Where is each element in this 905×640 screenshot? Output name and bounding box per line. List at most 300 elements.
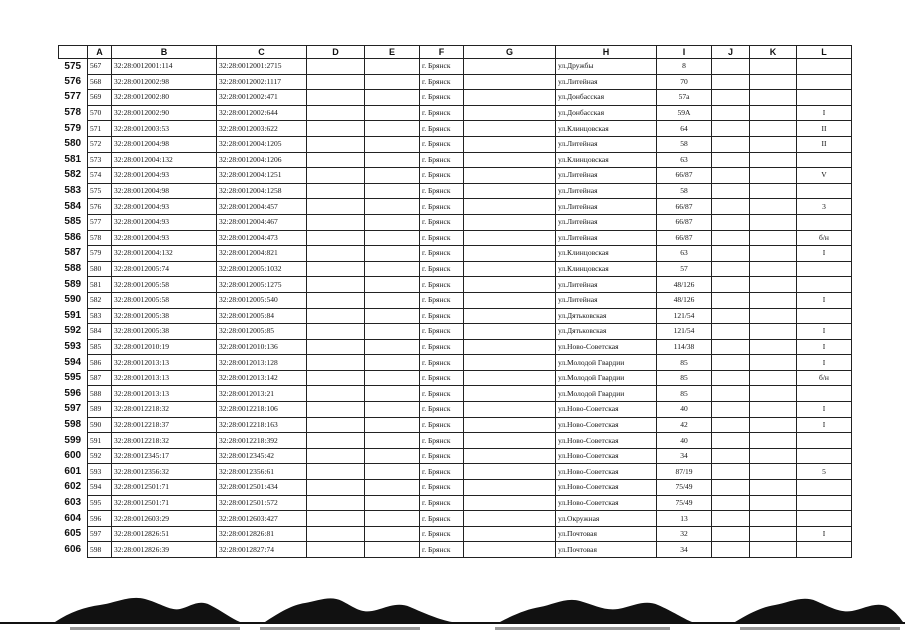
col-i-cell: 48/126 xyxy=(657,292,712,308)
col-g-cell xyxy=(464,292,556,308)
col-c-cell: 32:28:0012005:84 xyxy=(217,308,307,324)
row-number: 590 xyxy=(59,292,88,308)
row-number: 586 xyxy=(59,230,88,246)
col-c-cell: 32:28:0012218:163 xyxy=(217,417,307,433)
col-b-cell: 32:28:0012356:32 xyxy=(112,464,217,480)
col-l-cell: I xyxy=(797,339,852,355)
col-k-cell xyxy=(750,292,797,308)
col-e-cell xyxy=(365,464,420,480)
row-number: 593 xyxy=(59,339,88,355)
col-l-cell: I xyxy=(797,355,852,371)
col-d-cell xyxy=(307,59,365,75)
col-f-cell: г. Брянск xyxy=(420,339,464,355)
col-l-cell: II xyxy=(797,136,852,152)
col-a-cell: 574 xyxy=(88,168,112,184)
col-l-cell xyxy=(797,448,852,464)
col-l-cell: б/н xyxy=(797,230,852,246)
col-f-cell: г. Брянск xyxy=(420,355,464,371)
col-a-cell: 573 xyxy=(88,152,112,168)
row-number: 576 xyxy=(59,74,88,90)
column-header-h: H xyxy=(556,46,657,59)
row-number: 589 xyxy=(59,277,88,293)
col-d-cell xyxy=(307,480,365,496)
col-l-cell xyxy=(797,308,852,324)
col-e-cell xyxy=(365,448,420,464)
column-header-b: B xyxy=(112,46,217,59)
col-f-cell: г. Брянск xyxy=(420,74,464,90)
col-j-cell xyxy=(712,339,750,355)
col-i-cell: 63 xyxy=(657,246,712,262)
col-h-cell: ул.Литейная xyxy=(556,214,657,230)
column-header-g: G xyxy=(464,46,556,59)
col-h-cell: ул.Ново-Советская xyxy=(556,495,657,511)
col-i-cell: 75/49 xyxy=(657,480,712,496)
row-number: 591 xyxy=(59,308,88,324)
col-e-cell xyxy=(365,480,420,496)
col-b-cell: 32:28:0012004:98 xyxy=(112,183,217,199)
col-c-cell: 32:28:0012826:81 xyxy=(217,526,307,542)
col-k-cell xyxy=(750,464,797,480)
col-b-cell: 32:28:0012005:38 xyxy=(112,324,217,340)
col-k-cell xyxy=(750,152,797,168)
col-k-cell xyxy=(750,370,797,386)
col-l-cell xyxy=(797,495,852,511)
col-h-cell: ул.Литейная xyxy=(556,74,657,90)
table-row xyxy=(59,74,852,90)
col-b-cell: 32:28:0012004:93 xyxy=(112,199,217,215)
col-d-cell xyxy=(307,90,365,106)
table-row xyxy=(59,136,852,152)
col-d-cell xyxy=(307,526,365,542)
col-k-cell xyxy=(750,90,797,106)
col-h-cell: ул.Литейная xyxy=(556,230,657,246)
col-a-cell: 576 xyxy=(88,199,112,215)
col-k-cell xyxy=(750,433,797,449)
col-f-cell: г. Брянск xyxy=(420,152,464,168)
col-g-cell xyxy=(464,277,556,293)
col-h-cell: ул.Ново-Советская xyxy=(556,402,657,418)
col-e-cell xyxy=(365,105,420,121)
col-f-cell: г. Брянск xyxy=(420,59,464,75)
row-number: 600 xyxy=(59,448,88,464)
col-c-cell: 32:28:0012603:427 xyxy=(217,511,307,527)
col-c-cell: 32:28:0012002:1117 xyxy=(217,74,307,90)
table-row xyxy=(59,90,852,106)
col-g-cell xyxy=(464,324,556,340)
col-d-cell xyxy=(307,168,365,184)
col-k-cell xyxy=(750,277,797,293)
row-number: 597 xyxy=(59,402,88,418)
col-h-cell: ул.Почтовая xyxy=(556,542,657,558)
col-j-cell xyxy=(712,526,750,542)
col-j-cell xyxy=(712,370,750,386)
col-d-cell xyxy=(307,417,365,433)
col-c-cell: 32:28:0012345:42 xyxy=(217,448,307,464)
col-d-cell xyxy=(307,136,365,152)
col-b-cell: 32:28:0012218:32 xyxy=(112,402,217,418)
col-h-cell: ул.Дружбы xyxy=(556,59,657,75)
column-header-f: F xyxy=(420,46,464,59)
col-g-cell xyxy=(464,74,556,90)
col-a-cell: 595 xyxy=(88,495,112,511)
col-f-cell: г. Брянск xyxy=(420,480,464,496)
col-d-cell xyxy=(307,402,365,418)
col-j-cell xyxy=(712,230,750,246)
row-number: 603 xyxy=(59,495,88,511)
col-c-cell: 32:28:0012005:540 xyxy=(217,292,307,308)
col-f-cell: г. Брянск xyxy=(420,386,464,402)
col-d-cell xyxy=(307,277,365,293)
col-f-cell: г. Брянск xyxy=(420,214,464,230)
column-header-e: E xyxy=(365,46,420,59)
col-h-cell: ул.Донбасская xyxy=(556,90,657,106)
col-d-cell xyxy=(307,292,365,308)
col-c-cell: 32:28:0012004:457 xyxy=(217,199,307,215)
row-number: 601 xyxy=(59,464,88,480)
col-l-cell: I xyxy=(797,246,852,262)
col-h-cell: ул.Окружная xyxy=(556,511,657,527)
col-g-cell xyxy=(464,542,556,558)
col-h-cell: ул.Литейная xyxy=(556,168,657,184)
col-e-cell xyxy=(365,261,420,277)
row-number: 585 xyxy=(59,214,88,230)
col-c-cell: 32:28:0012013:142 xyxy=(217,370,307,386)
col-k-cell xyxy=(750,261,797,277)
col-f-cell: г. Брянск xyxy=(420,495,464,511)
col-b-cell: 32:28:0012005:58 xyxy=(112,292,217,308)
col-b-cell: 32:28:0012826:51 xyxy=(112,526,217,542)
col-c-cell: 32:28:0012005:1275 xyxy=(217,277,307,293)
col-i-cell: 121/54 xyxy=(657,308,712,324)
col-j-cell xyxy=(712,199,750,215)
col-f-cell: г. Брянск xyxy=(420,308,464,324)
col-k-cell xyxy=(750,386,797,402)
col-e-cell xyxy=(365,526,420,542)
col-f-cell: г. Брянск xyxy=(420,183,464,199)
row-number: 595 xyxy=(59,370,88,386)
col-g-cell xyxy=(464,246,556,262)
col-j-cell xyxy=(712,59,750,75)
col-e-cell xyxy=(365,230,420,246)
col-a-cell: 598 xyxy=(88,542,112,558)
col-f-cell: г. Брянск xyxy=(420,511,464,527)
column-header-d: D xyxy=(307,46,365,59)
col-a-cell: 568 xyxy=(88,74,112,90)
col-i-cell: 66/87 xyxy=(657,230,712,246)
col-d-cell xyxy=(307,355,365,371)
table-row xyxy=(59,417,852,433)
row-number: 581 xyxy=(59,152,88,168)
col-d-cell xyxy=(307,433,365,449)
col-d-cell xyxy=(307,74,365,90)
col-f-cell: г. Брянск xyxy=(420,136,464,152)
col-k-cell xyxy=(750,59,797,75)
col-e-cell xyxy=(365,308,420,324)
col-k-cell xyxy=(750,246,797,262)
col-b-cell: 32:28:0012004:132 xyxy=(112,246,217,262)
col-e-cell xyxy=(365,74,420,90)
row-number: 584 xyxy=(59,199,88,215)
col-c-cell: 32:28:0012013:128 xyxy=(217,355,307,371)
col-j-cell xyxy=(712,495,750,511)
col-j-cell xyxy=(712,433,750,449)
col-g-cell xyxy=(464,59,556,75)
col-c-cell: 32:28:0012004:1206 xyxy=(217,152,307,168)
col-b-cell: 32:28:0012501:71 xyxy=(112,480,217,496)
col-h-cell: ул.Клинцовская xyxy=(556,152,657,168)
col-g-cell xyxy=(464,355,556,371)
col-d-cell xyxy=(307,542,365,558)
col-h-cell: ул.Донбасская xyxy=(556,105,657,121)
col-j-cell xyxy=(712,402,750,418)
col-g-cell xyxy=(464,433,556,449)
col-e-cell xyxy=(365,121,420,137)
col-l-cell xyxy=(797,542,852,558)
col-h-cell: ул.Литейная xyxy=(556,183,657,199)
col-e-cell xyxy=(365,183,420,199)
col-d-cell xyxy=(307,183,365,199)
col-l-cell: I xyxy=(797,105,852,121)
col-j-cell xyxy=(712,261,750,277)
column-header-j: J xyxy=(712,46,750,59)
col-f-cell: г. Брянск xyxy=(420,402,464,418)
col-l-cell xyxy=(797,277,852,293)
col-a-cell: 591 xyxy=(88,433,112,449)
col-h-cell: ул.Ново-Советская xyxy=(556,417,657,433)
col-g-cell xyxy=(464,261,556,277)
col-i-cell: 48/126 xyxy=(657,277,712,293)
col-g-cell xyxy=(464,402,556,418)
col-d-cell xyxy=(307,308,365,324)
col-k-cell xyxy=(750,324,797,340)
col-l-cell xyxy=(797,480,852,496)
col-k-cell xyxy=(750,480,797,496)
col-j-cell xyxy=(712,355,750,371)
col-f-cell: г. Брянск xyxy=(420,526,464,542)
table-row xyxy=(59,511,852,527)
col-d-cell xyxy=(307,324,365,340)
col-g-cell xyxy=(464,90,556,106)
col-e-cell xyxy=(365,495,420,511)
col-c-cell: 32:28:0012003:622 xyxy=(217,121,307,137)
col-j-cell xyxy=(712,168,750,184)
col-g-cell xyxy=(464,214,556,230)
col-c-cell: 32:28:0012004:1251 xyxy=(217,168,307,184)
col-f-cell: г. Брянск xyxy=(420,448,464,464)
col-a-cell: 597 xyxy=(88,526,112,542)
row-number: 605 xyxy=(59,526,88,542)
col-b-cell: 32:28:0012345:17 xyxy=(112,448,217,464)
col-c-cell: 32:28:0012010:136 xyxy=(217,339,307,355)
col-a-cell: 592 xyxy=(88,448,112,464)
col-g-cell xyxy=(464,526,556,542)
table-row xyxy=(59,59,852,75)
col-f-cell: г. Брянск xyxy=(420,324,464,340)
col-a-cell: 596 xyxy=(88,511,112,527)
col-h-cell: ул.Ново-Советская xyxy=(556,480,657,496)
col-d-cell xyxy=(307,230,365,246)
col-e-cell xyxy=(365,168,420,184)
col-a-cell: 588 xyxy=(88,386,112,402)
table-row xyxy=(59,526,852,542)
col-f-cell: г. Брянск xyxy=(420,370,464,386)
col-l-cell xyxy=(797,183,852,199)
col-j-cell xyxy=(712,105,750,121)
col-j-cell xyxy=(712,464,750,480)
col-a-cell: 572 xyxy=(88,136,112,152)
col-b-cell: 32:28:0012218:37 xyxy=(112,417,217,433)
col-j-cell xyxy=(712,292,750,308)
col-i-cell: 40 xyxy=(657,433,712,449)
col-i-cell: 114/38 xyxy=(657,339,712,355)
col-b-cell: 32:28:0012002:90 xyxy=(112,105,217,121)
col-e-cell xyxy=(365,277,420,293)
col-e-cell xyxy=(365,402,420,418)
col-j-cell xyxy=(712,308,750,324)
col-l-cell xyxy=(797,511,852,527)
col-k-cell xyxy=(750,495,797,511)
col-h-cell: ул.Литейная xyxy=(556,136,657,152)
table-row xyxy=(59,152,852,168)
col-k-cell xyxy=(750,308,797,324)
col-d-cell xyxy=(307,261,365,277)
row-number: 582 xyxy=(59,168,88,184)
row-number: 579 xyxy=(59,121,88,137)
col-f-cell: г. Брянск xyxy=(420,464,464,480)
column-header-l: L xyxy=(797,46,852,59)
col-g-cell xyxy=(464,230,556,246)
col-c-cell: 32:28:0012004:467 xyxy=(217,214,307,230)
row-number: 599 xyxy=(59,433,88,449)
col-b-cell: 32:28:0012501:71 xyxy=(112,495,217,511)
col-a-cell: 582 xyxy=(88,292,112,308)
table-row xyxy=(59,386,852,402)
col-d-cell xyxy=(307,246,365,262)
col-l-cell: I xyxy=(797,417,852,433)
col-h-cell: ул.Ново-Советская xyxy=(556,464,657,480)
col-h-cell: ул.Молодой Гвардии xyxy=(556,355,657,371)
col-l-cell: 3 xyxy=(797,199,852,215)
table-row xyxy=(59,480,852,496)
col-b-cell: 32:28:0012826:39 xyxy=(112,542,217,558)
col-f-cell: г. Брянск xyxy=(420,277,464,293)
col-b-cell: 32:28:0012001:114 xyxy=(112,59,217,75)
table-row xyxy=(59,402,852,418)
row-number: 578 xyxy=(59,105,88,121)
col-k-cell xyxy=(750,339,797,355)
col-a-cell: 579 xyxy=(88,246,112,262)
col-g-cell xyxy=(464,105,556,121)
table-row xyxy=(59,277,852,293)
col-i-cell: 42 xyxy=(657,417,712,433)
col-k-cell xyxy=(750,526,797,542)
col-j-cell xyxy=(712,448,750,464)
col-f-cell: г. Брянск xyxy=(420,542,464,558)
column-header-c: C xyxy=(217,46,307,59)
col-k-cell xyxy=(750,74,797,90)
col-j-cell xyxy=(712,152,750,168)
row-number: 580 xyxy=(59,136,88,152)
col-l-cell xyxy=(797,59,852,75)
col-a-cell: 586 xyxy=(88,355,112,371)
col-c-cell: 32:28:0012218:392 xyxy=(217,433,307,449)
col-g-cell xyxy=(464,495,556,511)
col-c-cell: 32:28:0012004:1258 xyxy=(217,183,307,199)
col-h-cell: ул.Ново-Советская xyxy=(556,448,657,464)
col-b-cell: 32:28:0012013:13 xyxy=(112,386,217,402)
col-k-cell xyxy=(750,214,797,230)
col-e-cell xyxy=(365,292,420,308)
col-j-cell xyxy=(712,90,750,106)
col-g-cell xyxy=(464,199,556,215)
col-e-cell xyxy=(365,136,420,152)
col-j-cell xyxy=(712,277,750,293)
col-c-cell: 32:28:0012004:473 xyxy=(217,230,307,246)
col-a-cell: 580 xyxy=(88,261,112,277)
col-d-cell xyxy=(307,105,365,121)
table-row xyxy=(59,168,852,184)
table-row xyxy=(59,261,852,277)
col-c-cell: 32:28:0012005:85 xyxy=(217,324,307,340)
col-j-cell xyxy=(712,480,750,496)
col-b-cell: 32:28:0012005:58 xyxy=(112,277,217,293)
col-f-cell: г. Брянск xyxy=(420,292,464,308)
col-i-cell: 34 xyxy=(657,542,712,558)
col-e-cell xyxy=(365,370,420,386)
table-row xyxy=(59,542,852,558)
col-a-cell: 589 xyxy=(88,402,112,418)
row-number: 606 xyxy=(59,542,88,558)
col-a-cell: 577 xyxy=(88,214,112,230)
row-number: 602 xyxy=(59,480,88,496)
col-l-cell xyxy=(797,90,852,106)
col-b-cell: 32:28:0012002:98 xyxy=(112,74,217,90)
col-h-cell: ул.Ново-Советская xyxy=(556,339,657,355)
table-row xyxy=(59,355,852,371)
table-row xyxy=(59,183,852,199)
col-j-cell xyxy=(712,136,750,152)
col-i-cell: 75/49 xyxy=(657,495,712,511)
col-e-cell xyxy=(365,433,420,449)
col-j-cell xyxy=(712,74,750,90)
col-c-cell: 32:28:0012004:821 xyxy=(217,246,307,262)
col-j-cell xyxy=(712,386,750,402)
col-g-cell xyxy=(464,339,556,355)
row-number: 604 xyxy=(59,511,88,527)
col-e-cell xyxy=(365,246,420,262)
col-j-cell xyxy=(712,214,750,230)
col-k-cell xyxy=(750,542,797,558)
col-b-cell: 32:28:0012013:13 xyxy=(112,370,217,386)
col-h-cell: ул.Дятьковская xyxy=(556,308,657,324)
col-d-cell xyxy=(307,339,365,355)
col-l-cell xyxy=(797,433,852,449)
col-f-cell: г. Брянск xyxy=(420,246,464,262)
col-f-cell: г. Брянск xyxy=(420,261,464,277)
col-d-cell xyxy=(307,121,365,137)
col-e-cell xyxy=(365,386,420,402)
col-i-cell: 87/19 xyxy=(657,464,712,480)
column-header-i: I xyxy=(657,46,712,59)
col-g-cell xyxy=(464,168,556,184)
col-l-cell xyxy=(797,74,852,90)
table-row xyxy=(59,495,852,511)
col-k-cell xyxy=(750,183,797,199)
table-row xyxy=(59,105,852,121)
col-e-cell xyxy=(365,339,420,355)
col-i-cell: 64 xyxy=(657,121,712,137)
table-row xyxy=(59,121,852,137)
